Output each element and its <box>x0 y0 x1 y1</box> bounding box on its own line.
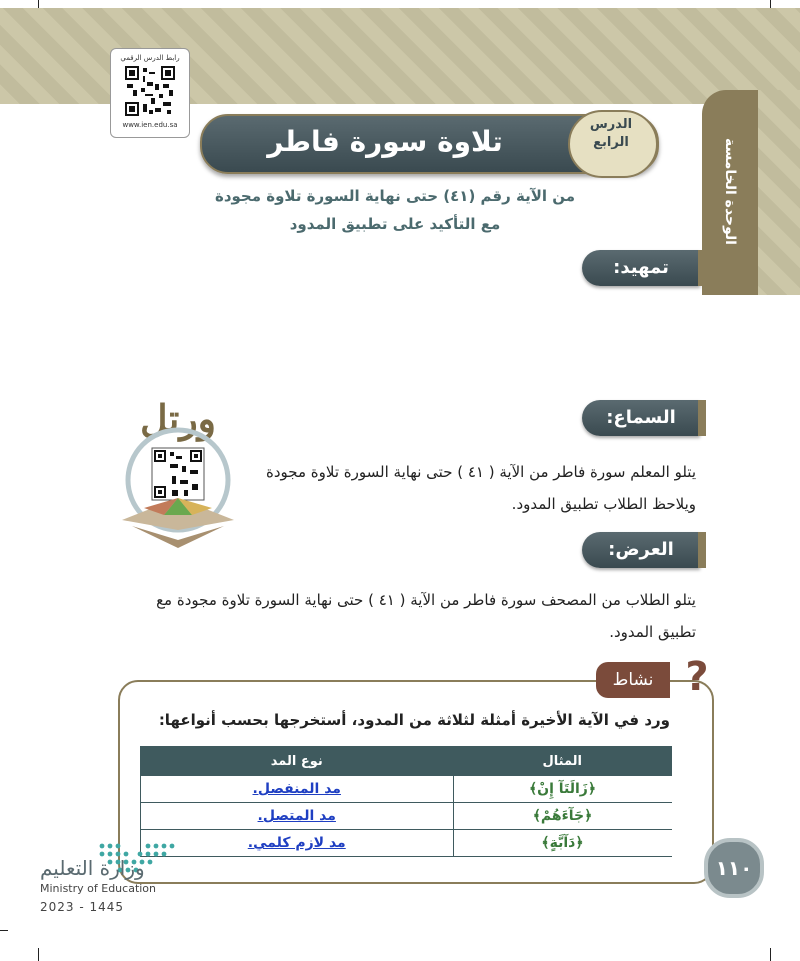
presentation-text-line1: يتلو الطلاب من المصحف سورة فاطر من الآية ( ٤١ ) حتى نهاية السورة تلاوة مجودة مع <box>156 591 696 609</box>
column-header-example: المثال <box>453 747 672 776</box>
lesson-qr-card[interactable] <box>110 48 190 138</box>
unit-label: الوحدة الخامسة <box>722 137 738 245</box>
listening-text <box>248 456 696 520</box>
qr-title: رابط الدرس الرقمي <box>120 54 180 62</box>
table-row <box>141 803 672 830</box>
presentation-heading: العرض: <box>582 532 700 568</box>
activity-instruction: ورد في الآية الأخيرة أمثلة لثلاثة من المدود، أستخرجها بحسب أنواعها: <box>158 711 670 729</box>
lesson-badge-line1: الدرس <box>589 117 633 132</box>
lesson-objective <box>190 182 600 238</box>
crop-mark <box>38 948 39 961</box>
page-number: ١١٠ <box>704 838 764 898</box>
activity-tab: نشاط <box>596 662 670 698</box>
listening-heading-edge <box>698 400 706 436</box>
crop-mark <box>770 0 771 8</box>
question-mark-icon: ? <box>685 654 709 700</box>
tarteel-logo[interactable] <box>122 380 234 550</box>
crop-mark <box>38 0 39 8</box>
tarteel-logo-text: ورتل <box>139 396 217 441</box>
edition-year: 2023 - 1445 <box>40 900 125 914</box>
example-cell: ﴿دَآبَّةٍ﴾ <box>453 830 672 857</box>
table-row <box>141 830 672 857</box>
listening-heading: السماع: <box>582 400 700 436</box>
presentation-heading-edge <box>698 532 706 568</box>
ministry-name-en: Ministry of Education <box>40 882 157 895</box>
example-cell: ﴿زَالَتَآ إِنْ﴾ <box>453 776 672 803</box>
intro-heading-edge <box>698 250 706 286</box>
lesson-badge-line2: الرابع <box>593 135 629 150</box>
presentation-text-line2: تطبيق المدود. <box>609 623 696 641</box>
presentation-text <box>100 584 696 648</box>
listening-text-line2: ويلاحظ الطلاب تطبيق المدود. <box>511 495 696 513</box>
objective-line2: مع التأكيد على تطبيق المدود <box>289 215 501 233</box>
example-cell: ﴿جَآءَهُمْ﴾ <box>453 803 672 830</box>
lesson-title: تلاوة سورة فاطر <box>267 125 503 158</box>
qr-url[interactable]: www.ien.edu.sa <box>122 121 178 129</box>
answer-cell[interactable]: مد لازم كلمي. <box>141 830 454 857</box>
answer-cell[interactable]: مد المتصل. <box>141 803 454 830</box>
crop-mark <box>0 930 8 931</box>
intro-heading: تمهيد: <box>582 250 700 286</box>
table-row <box>141 776 672 803</box>
objective-line1: من الآية رقم (٤١) حتى نهاية السورة تلاوة مجودة <box>214 187 576 205</box>
lesson-number-label <box>568 116 654 152</box>
table-header-row <box>141 747 672 776</box>
column-header-kind: نوع المد <box>141 747 454 776</box>
listening-text-line1: يتلو المعلم سورة فاطر من الآية ( ٤١ ) حتى نهاية السورة تلاوة مجودة <box>266 463 696 481</box>
qr-code-icon[interactable] <box>125 66 175 116</box>
crop-mark <box>770 948 771 961</box>
ministry-name-ar: وزارة التعليم <box>40 856 145 880</box>
answer-cell[interactable]: مد المنفصل. <box>141 776 454 803</box>
